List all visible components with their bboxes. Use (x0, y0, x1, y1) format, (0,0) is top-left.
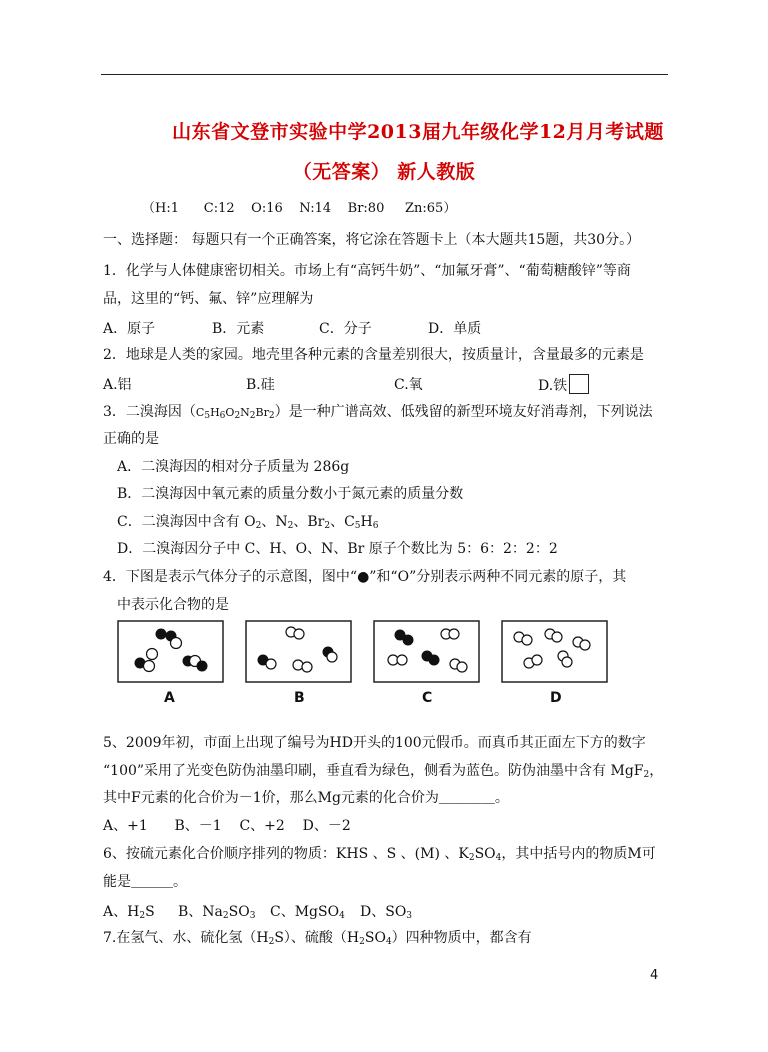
panel-a (118, 621, 223, 682)
q3-option-d: D．二溴海因分子中 C、H、O、N、Br 原子个数比为 5：6：2：2：2 (117, 541, 558, 557)
q1-stem-line1: 1．化学与人体健康密切相关。市场上有“高钙牛奶”、“加氟牙膏”、“葡萄糖酸锌”等商 (103, 263, 631, 279)
q6-option-a: A、$H_2S$ (103, 904, 155, 921)
panel-label-c: C (422, 690, 433, 706)
q3-option-c: C．二溴海因中含有 $O_2$、$N_2$、$Br_2$、$C_5H_6$ (117, 514, 379, 531)
q6-option-c: C、MgSO$_4$ (270, 904, 345, 921)
q2-option-a: A.铝 (103, 377, 132, 393)
section-heading: 一、选择题： 每题只有一个正确答案，将它涂在答题卡上（本大题共15题，共30分。） (103, 232, 641, 248)
panel-d (502, 621, 607, 682)
q6-stem-line1: 6、按硫元素化合价顺序排列的物质：KHS 、S 、(M) 、$K_2SO_4$，其中括号内的物质M可 (103, 846, 656, 863)
q6-stem-line2: 能是＿＿＿。 (103, 874, 187, 890)
q5-stem-line2: “100”采用了光变色防伪油墨印刷，垂直看为绿色，侧看为蓝色。防伪油墨中含有 MgF$_2$， (103, 763, 664, 780)
q5-options: A、+1 B、－1 C、+2 D、－2 (103, 818, 351, 834)
panel-label-a: A (164, 690, 175, 706)
panel-b (246, 621, 351, 682)
q2-option-d: D.铁 (538, 374, 589, 395)
q3-stem-line1: 3．二溴海因$(C_5H_6O_2N_2Br_2)$是一种广谱高效、低残留的新型环境友好消毒剂，下列说法 (103, 404, 653, 421)
q5-stem-line1: 5、2009年初，市面上出现了编号为HD开头的100元假币。而真币其正面左下方的数字 (103, 735, 646, 751)
q7-stem: 7.在氢气、水、硫化氢$(H_2S)$、硫酸$(H_2SO_4)$四种物质中，都含有 (103, 930, 532, 947)
q5-stem-line3: 其中F元素的化合价为－1价，那么Mg元素的化合价为＿＿＿＿。 (103, 790, 509, 806)
q2-option-b: B.硅 (246, 377, 275, 393)
panel-label-b: B (294, 690, 305, 706)
q4-stem-line1: 4．下图是表示气体分子的示意图，图中“●”和“O”分别表示两种不同元素的原子，其 (103, 569, 627, 585)
page-subtitle: （无答案） 新人教版 (292, 161, 476, 183)
q1-option-c: C．分子 (319, 321, 372, 337)
q3-option-b: B．二溴海因中氧元素的质量分数小于氮元素的质量分数 (117, 486, 464, 502)
q2-option-c: C.氧 (394, 377, 423, 393)
q1-stem-line2: 品，这里的“钙、氟、锌”应理解为 (103, 291, 314, 307)
q1-option-d: D．单质 (428, 321, 482, 337)
q3-stem-line2: 正确的是 (103, 431, 159, 447)
q1-option-a: A．原子 (103, 321, 156, 337)
q6-option-b: B、$Na_2SO_3$ (178, 904, 256, 921)
q4-stem-line2: 中表示化合物的是 (117, 597, 229, 613)
q6-option-d: D、$SO_3$ (360, 904, 413, 921)
q2-stem: 2．地球是人类的家园。地壳里各种元素的含量差别很大，按质量计，含量最多的元素是 (103, 347, 644, 363)
panel-label-d: D (550, 690, 562, 706)
q1-option-b: B．元素 (212, 321, 265, 337)
page-number: 4 (650, 968, 659, 983)
panel-c (374, 621, 479, 682)
page-title: 山东省文登市实验中学2013届九年级化学12月月考试题 (172, 121, 664, 143)
q3-option-a: A．二溴海因的相对分子质量为 286g (117, 459, 350, 475)
atomic-masses: （H:1 C:12 O:16 N:14 Br:80 Zn:65） (142, 201, 457, 216)
